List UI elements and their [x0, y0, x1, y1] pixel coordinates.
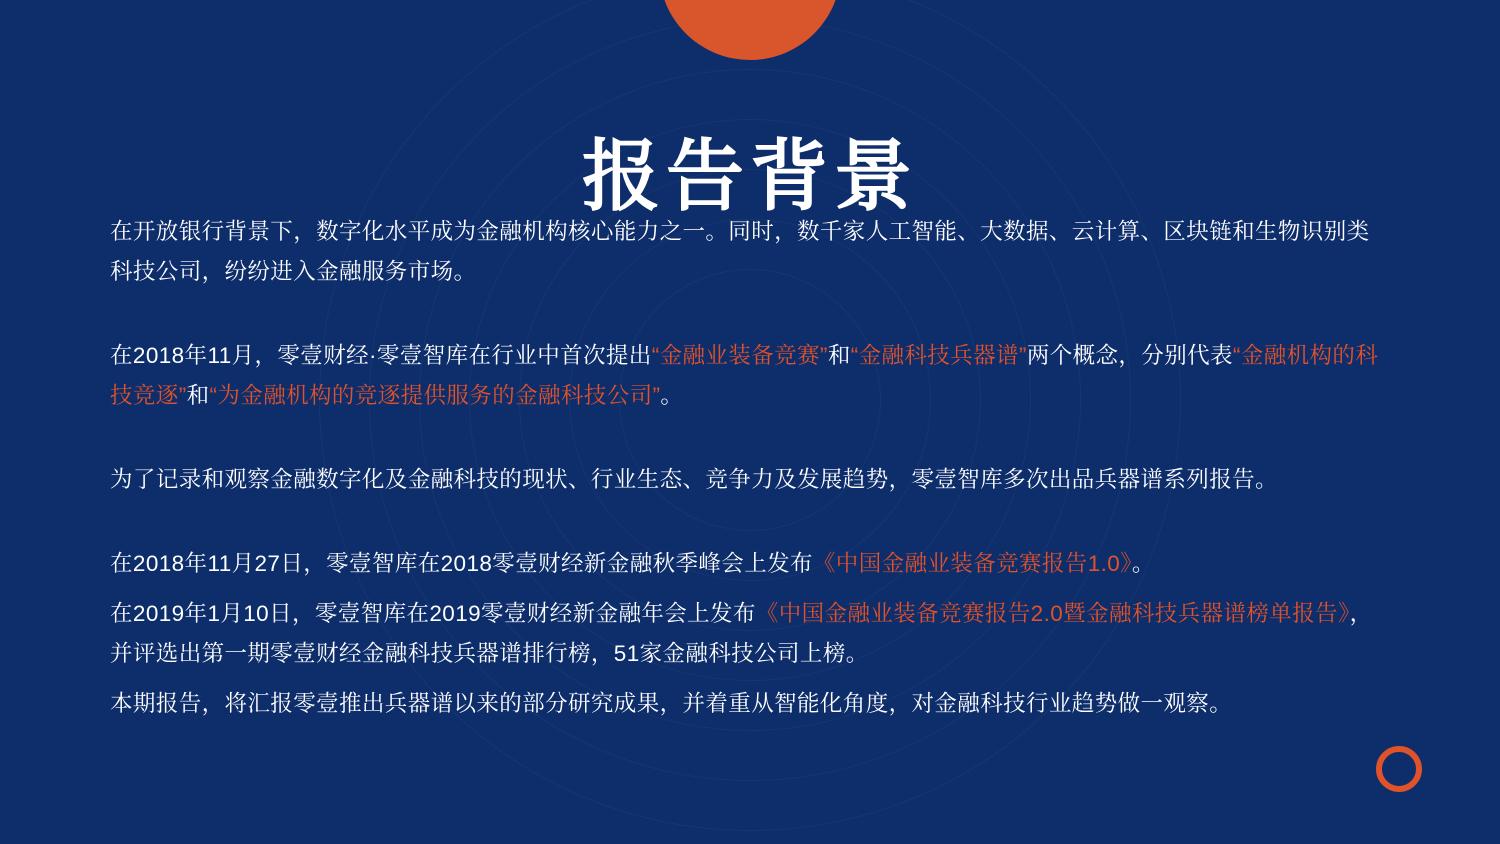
- body-text: 。: [660, 383, 684, 409]
- brand-ring-logo: [1376, 746, 1422, 792]
- highlighted-text: “金融业装备竞赛”: [651, 343, 828, 369]
- paragraph-6: [110, 684, 1392, 724]
- paragraph-1: [110, 212, 1392, 292]
- highlighted-text: 《中国金融业装备竞赛报告2.0暨金融科技兵器谱榜单报告》: [755, 601, 1350, 627]
- body-text: 在2018年11月，零壹财经·零壹智库在行业中首次提出: [110, 343, 652, 369]
- highlighted-text: “金融机构的科技竞逐”: [110, 343, 1379, 409]
- body-text: 在开放银行背景下，数字化水平成为金融机构核心能力之一。同时，数千家人工智能、大数据、云计算、区块链和生物识别类科技公司，纷纷进入金融服务市场。: [110, 219, 1370, 285]
- body-text: ，并评选出第一期零壹财经金融科技兵器谱排行榜，51家金融科技公司上榜。: [110, 601, 1373, 667]
- body-content: [110, 212, 1392, 724]
- highlighted-text: “为金融机构的竞逐提供服务的金融科技公司”: [209, 383, 661, 409]
- page-title: 报告背景: [581, 132, 918, 221]
- highlighted-text: “金融科技兵器谱”: [850, 343, 1027, 369]
- paragraph-4: [110, 544, 1392, 584]
- body-text: 。: [1131, 551, 1155, 577]
- body-text: 为了记录和观察金融数字化及金融科技的现状、行业生态、竞争力及发展趋势，零壹智库多次出品兵器谱系列报告。: [110, 467, 1278, 493]
- body-text: 在2019年1月10日，零壹智库在2019零壹财经新金融年会上发布: [110, 601, 756, 627]
- highlighted-text: 《中国金融业装备竞赛报告1.0》: [812, 551, 1132, 577]
- paragraph-3: [110, 460, 1392, 500]
- body-text: 和: [186, 383, 210, 409]
- body-text: 和: [827, 343, 851, 369]
- paragraph-5: [110, 594, 1392, 674]
- body-text: 在2018年11月27日，零壹智库在2018零壹财经新金融秋季峰会上发布: [110, 551, 813, 577]
- body-text: 两个概念，分别代表: [1026, 343, 1233, 369]
- body-text: 本期报告，将汇报零壹推出兵器谱以来的部分研究成果，并着重从智能化角度，对金融科技行业趋势做一观察。: [110, 691, 1233, 717]
- top-dome-decoration: [659, 0, 841, 60]
- paragraph-2: [110, 336, 1392, 416]
